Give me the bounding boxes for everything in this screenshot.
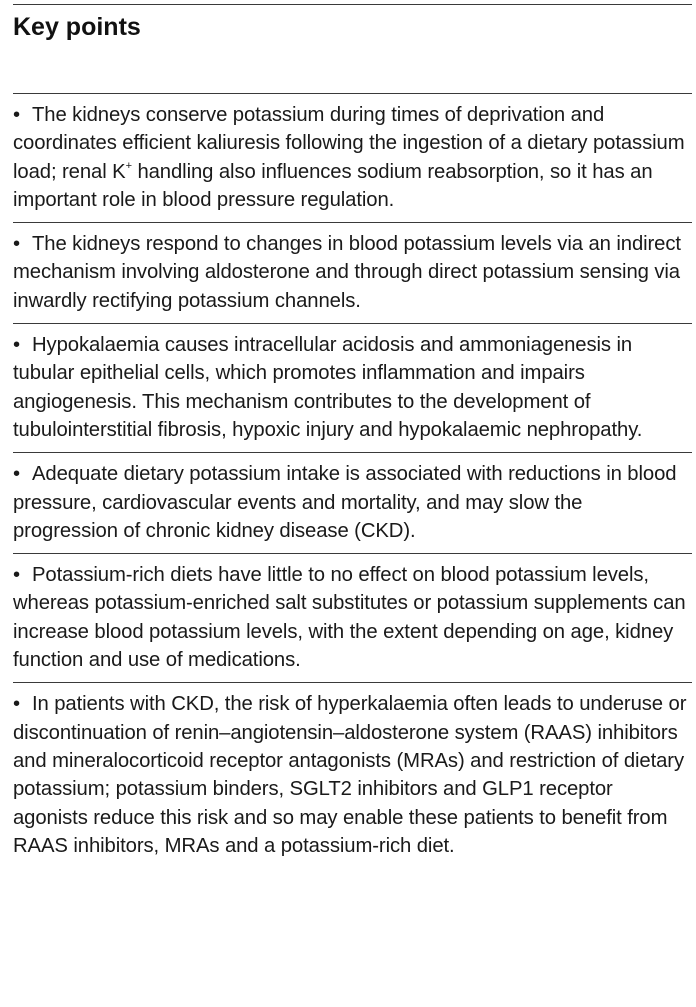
bullet-icon: • bbox=[13, 334, 21, 357]
key-points-box bbox=[13, 0, 692, 868]
key-point-4 bbox=[13, 452, 692, 553]
bullet-icon: • bbox=[13, 104, 21, 126]
bullet-icon: • bbox=[13, 463, 21, 486]
key-point-2 bbox=[13, 222, 692, 323]
superscript-plus: + bbox=[125, 159, 132, 172]
key-point-text: Potassium-rich diets have little to no effect on blood potassium levels, whereas potassium-enriched salt substitutes or potassium supplements can increase blood potassium levels, with the extent depending on age, kidney function and use of medications. bbox=[13, 564, 686, 672]
bullet-icon: • bbox=[13, 233, 21, 256]
key-point-text: Adequate dietary potassium intake is associated with reductions in blood pressure, cardiovascular events and mortality, and may slow the progression of chronic kidney disease (CKD). bbox=[13, 463, 677, 542]
section-title: Key points bbox=[13, 13, 141, 41]
key-point-text: Hypokalaemia causes intracellular acidosis and ammoniagenesis in tubular epithelial cells, which promotes inflammation and impairs angiogenesis. This mechanism contributes to the development of tubulointerstitial fibrosis, hypoxic injury and hypokalaemic nephropathy. bbox=[13, 334, 643, 441]
key-point-text: The kidneys respond to changes in blood potassium levels via an indirect mechanism involving aldosterone and through direct potassium sensing via inwardly rectifying potassium channels. bbox=[13, 233, 681, 312]
key-point-6 bbox=[13, 682, 692, 868]
key-point-text: In patients with CKD, the risk of hyperkalaemia often leads to underuse or discontinuation of renin–angiotensin–aldosterone system (RAAS) inhibitors and mineralocorticoid receptor antagonists (MRAs) and restriction of dietary potassium; potassium binders, SGLT2 inhibitors and GLP1 receptor agonists reduce this risk and so may enable these patients to benefit from RAAS inhibitors, MRAs and a potassium-rich diet. bbox=[13, 693, 687, 857]
key-point-3 bbox=[13, 323, 692, 452]
bullet-icon: • bbox=[13, 693, 21, 716]
key-point-text: The kidneys conserve potassium during times of deprivation and coordinates efficient kaliuresis following the ingestion of a dietary potassium load; renal K bbox=[13, 104, 685, 183]
key-point-text-cont: handling also influences sodium reabsorption, so it has an important role in blood pressure regulation. bbox=[13, 160, 653, 211]
key-point-1 bbox=[13, 93, 692, 222]
bullet-icon: • bbox=[13, 564, 21, 587]
key-point-5 bbox=[13, 553, 692, 682]
title-spacer bbox=[13, 46, 692, 93]
top-rule bbox=[13, 4, 692, 5]
